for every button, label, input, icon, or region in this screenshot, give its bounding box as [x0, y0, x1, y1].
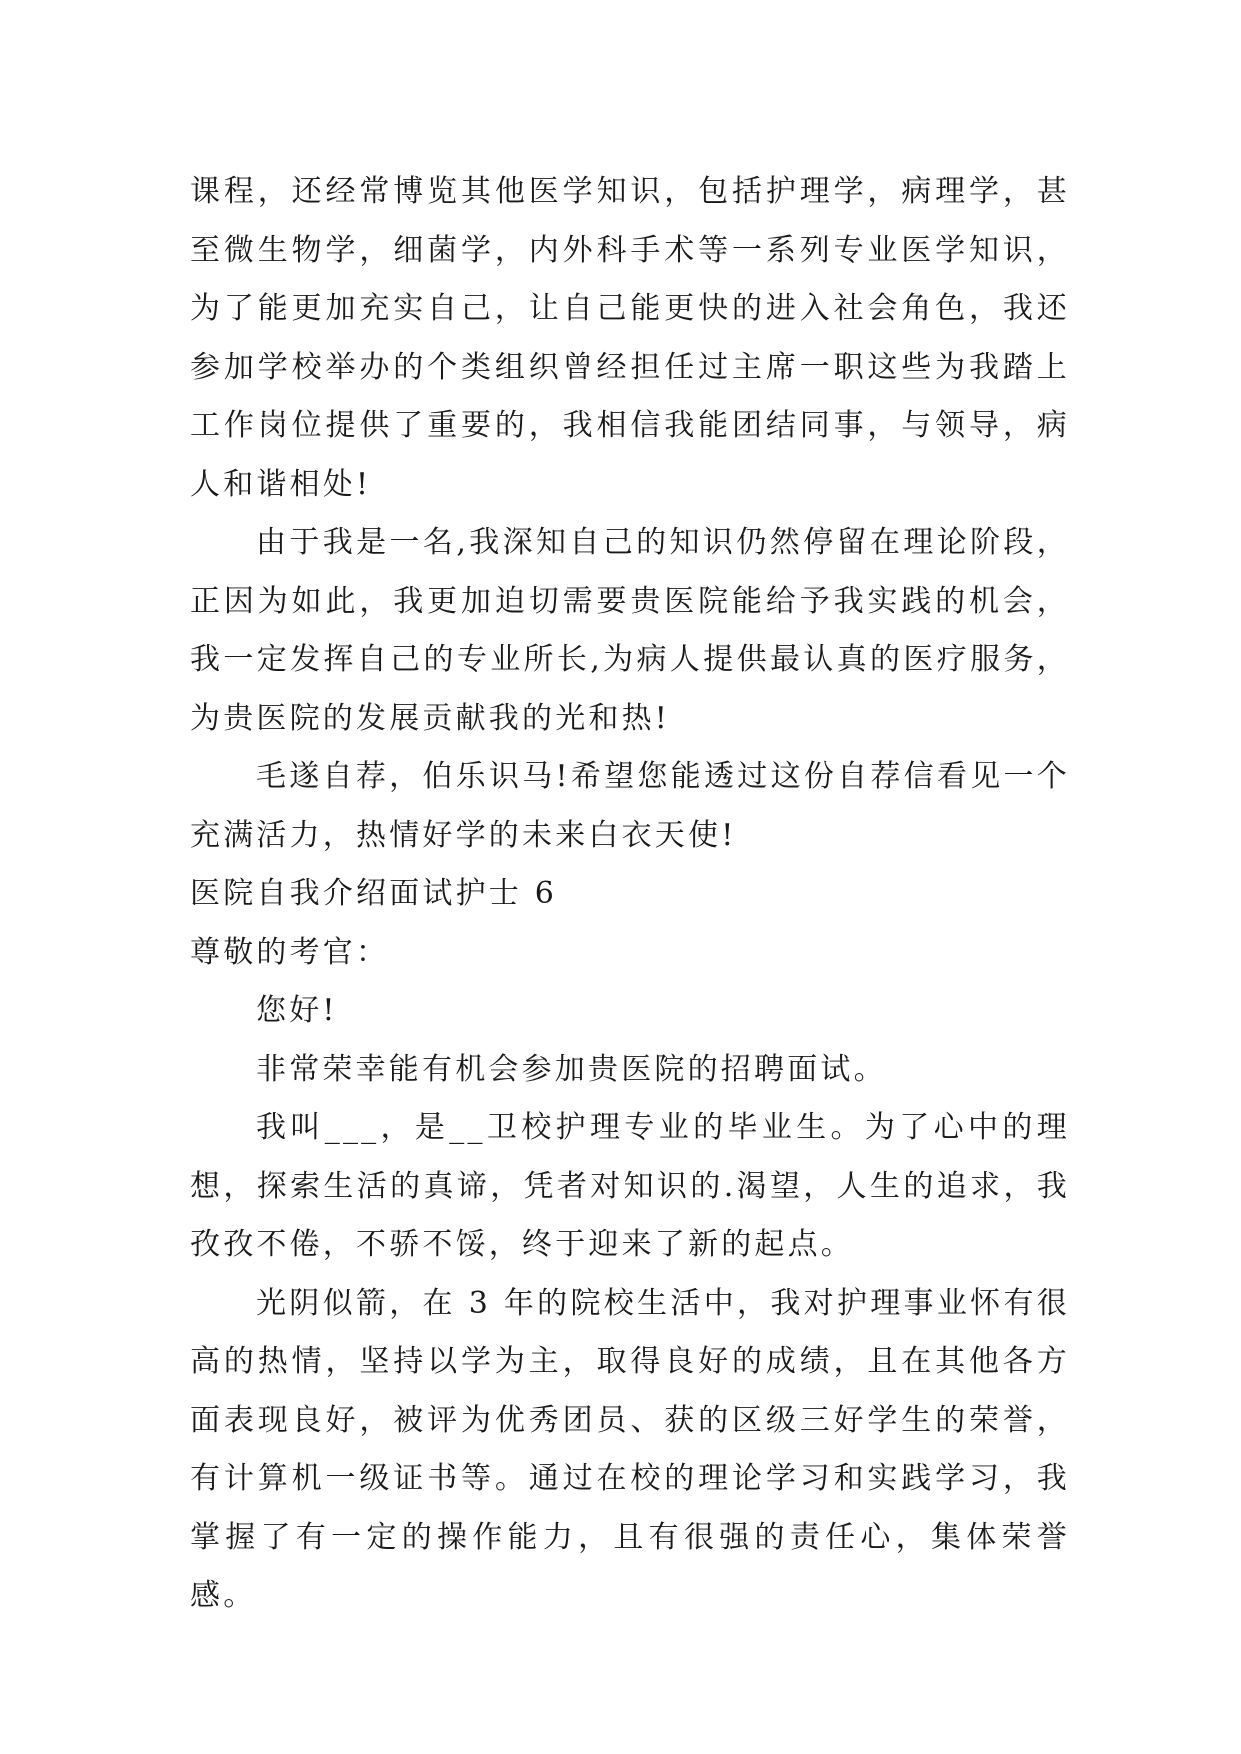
paragraph-knowledge-practice: 由于我是一名,我深知自己的知识仍然停留在理论阶段，正因为如此，我更加迫切需要贵医院能给予我实践的机会，我一定发挥自己的专业所长,为病人提供最认真的医疗服务，为贵医院的发展贡献我的光和热!: [190, 525, 1070, 736]
greeting: 您好!: [256, 993, 338, 1028]
paragraph-course-continuation: 课程，还经常博览其他医学知识，包括护理学，病理学，甚至微生物学，细菌学，内外科手术等一系列专业医学知识，为了能更加充实自己，让自己能更快的进入社会角色，我还参加学校举办的个类组织曾经担任过主席一职这些为我踏上工作岗位提供了重要的，我相信我能团结同事，与领导，病人和谐相处!: [190, 174, 1070, 502]
paragraph-introduction: 我叫___，是__卫校护理专业的毕业生。为了心中的理想，探索生活的真谛，凭者对知识的.渴望，人生的追求，我孜孜不倦，不骄不馁，终于迎来了新的起点。: [190, 1110, 1070, 1262]
document-body: [190, 163, 1070, 1626]
paragraph-self-recommendation: 毛遂自荐，伯乐识马!希望您能透过这份自荐信看见一个充满活力，热情好学的未来白衣天使!: [190, 759, 1070, 853]
section-heading: 医院自我介绍面试护士 6: [190, 876, 558, 911]
salutation: 尊敬的考官：: [190, 934, 390, 970]
paragraph-honored: 非常荣幸能有机会参加贵医院的招聘面试。: [256, 1051, 887, 1087]
paragraph-school-life: 光阴似箭，在 3 年的院校生活中，我对护理事业怀有很高的热情，坚持以学为主，取得良好的成绩，且在其他各方面表现良好，被评为优秀团员、获的区级三好学生的荣誉，有计算机一级证书等。通过在校的理论学习和实践学习，我掌握了有一定的操作能力，且有很强的责任心，集体荣誉感。: [190, 1285, 1070, 1613]
